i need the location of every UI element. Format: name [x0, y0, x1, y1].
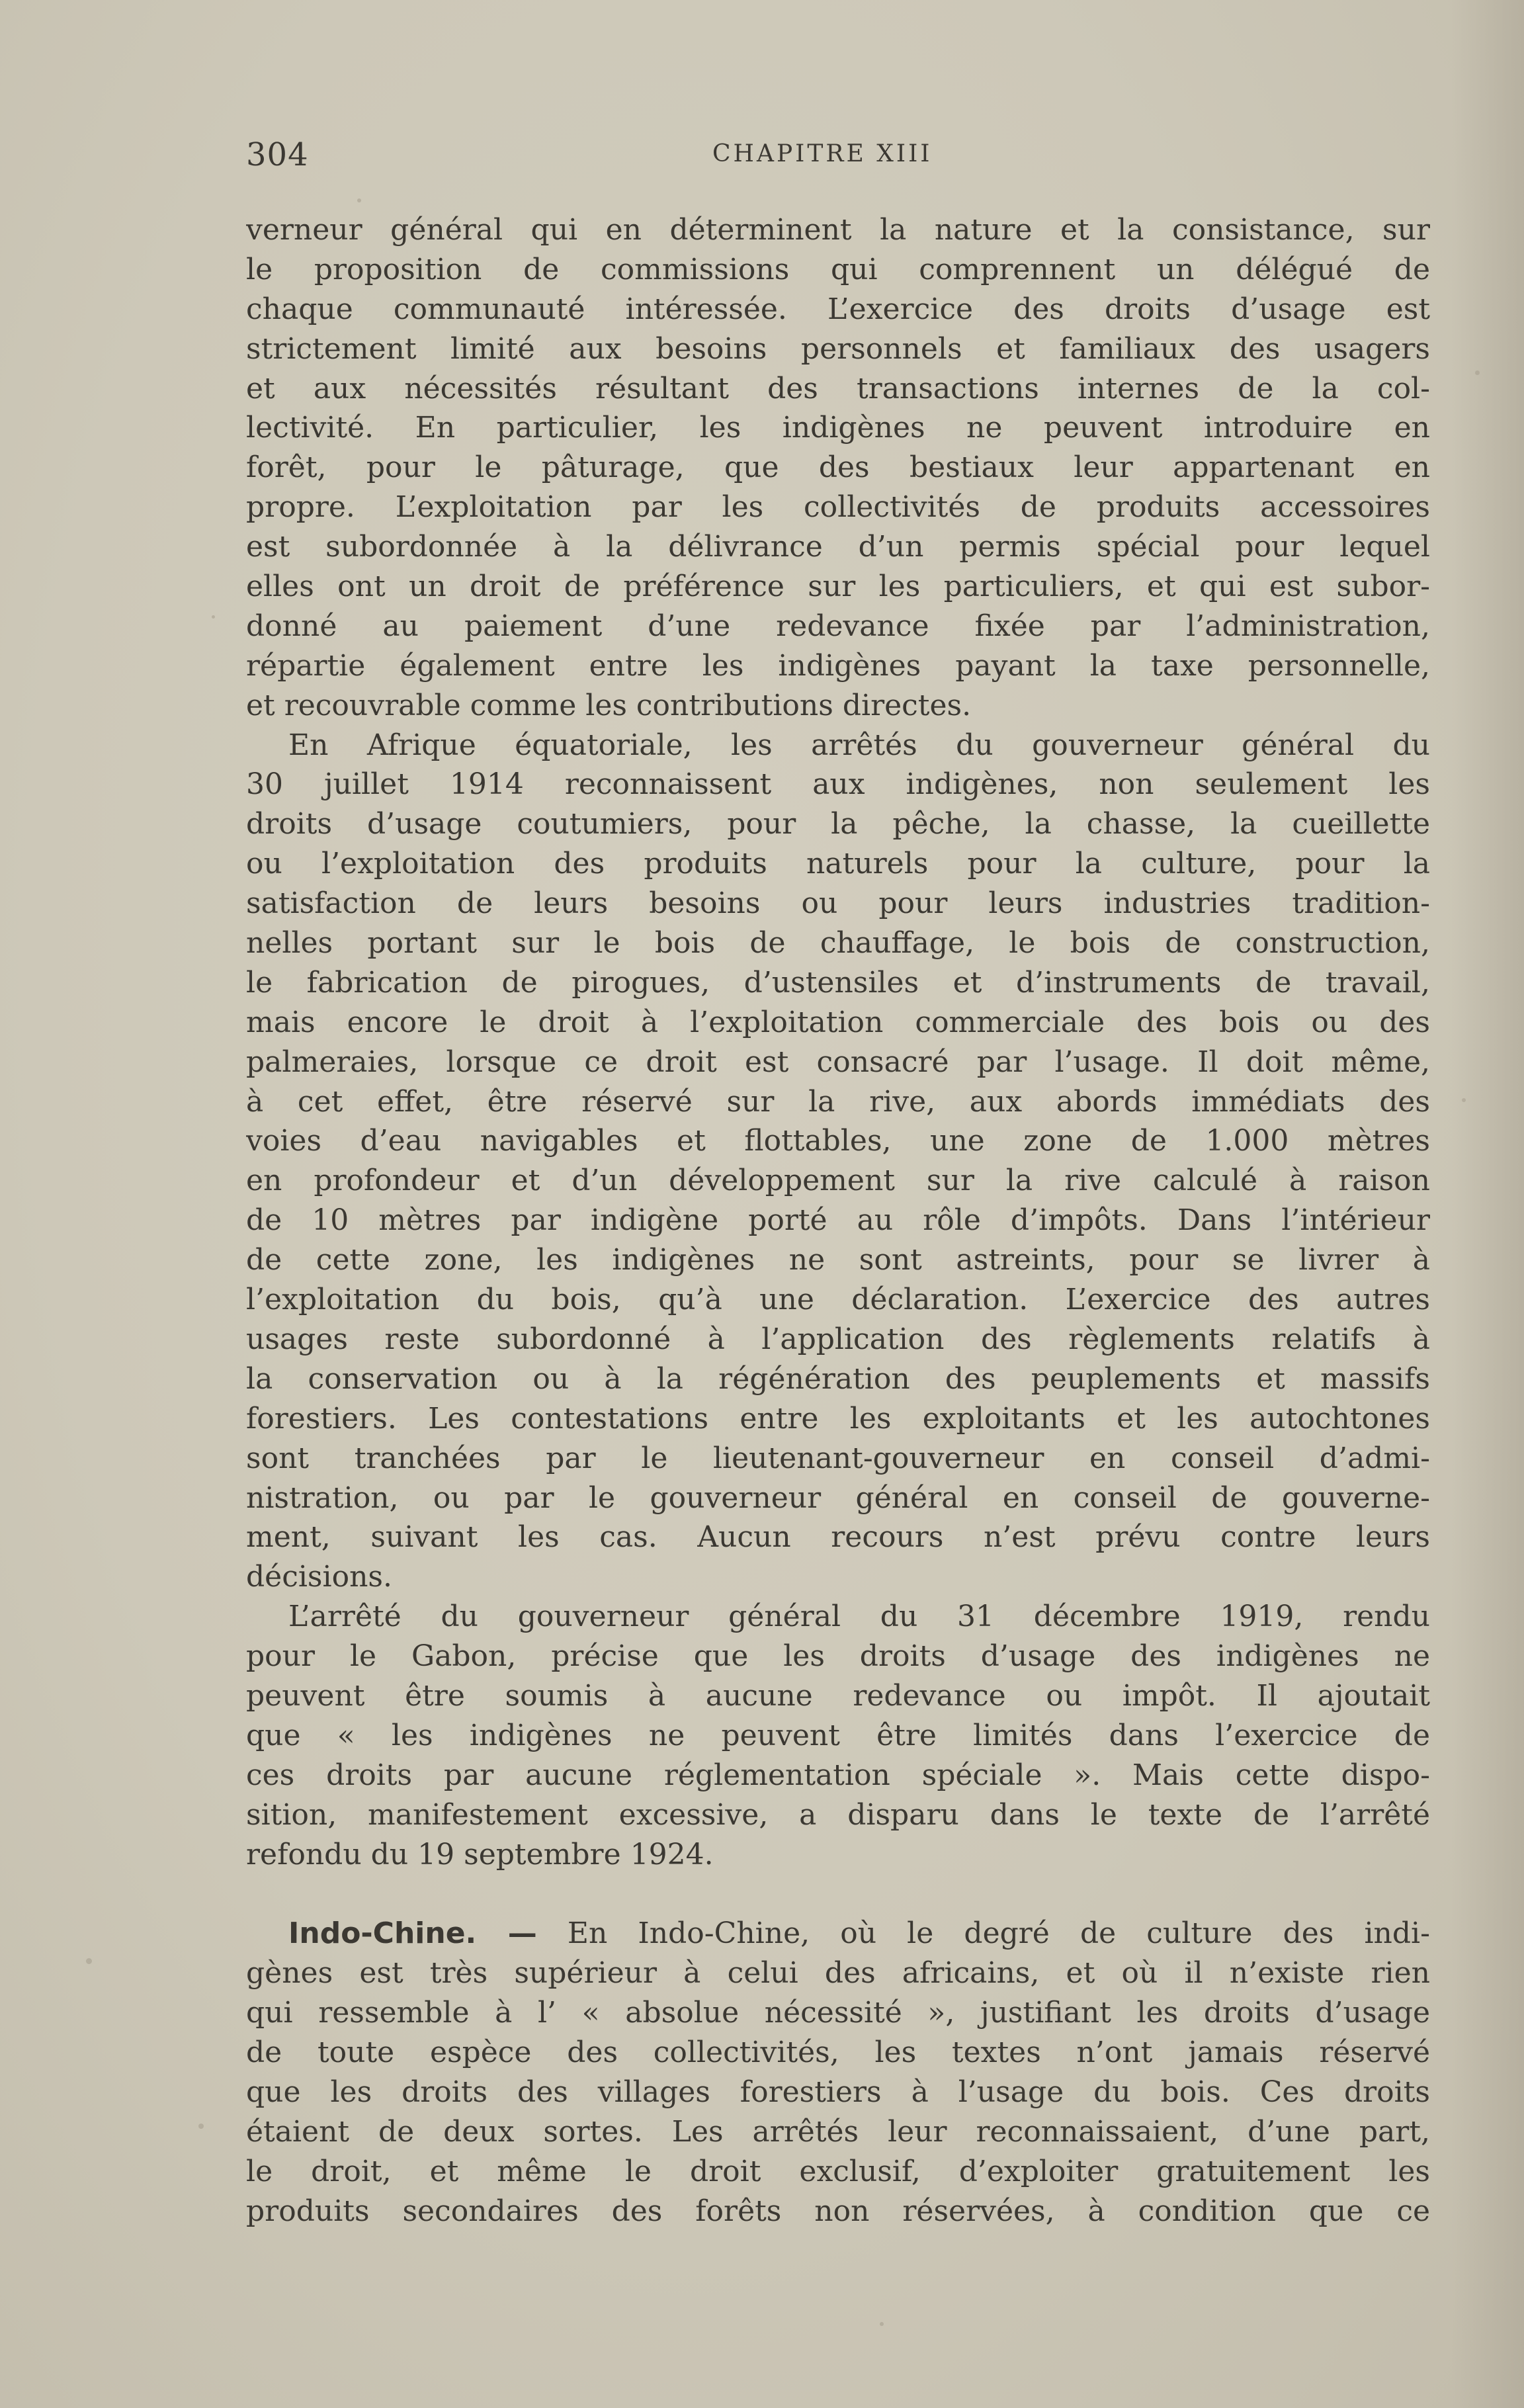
text-line: strictement limité aux besoins personnels et familiaux des usagers [246, 331, 1430, 366]
text-line: 30 juillet 1914 reconnaissent aux indigènes, non seulement les [246, 767, 1430, 802]
section-heading: Indo-Chine. — [288, 1916, 537, 1951]
paper-speck [198, 2124, 204, 2129]
paper-speck [880, 2322, 884, 2326]
text-line: peuvent être soumis à aucune redevance ou impôt. Il ajoutait [246, 1678, 1430, 1713]
paper-speck [212, 615, 215, 619]
text-line: voies d’eau navigables et flottables, une zone de 1.000 mètres [246, 1124, 1430, 1158]
text-line: forêt, pour le pâturage, que des bestiaux leur appartenant en [246, 451, 1430, 485]
text-line: produits secondaires des forêts non réservées, à condition que ce [246, 2194, 1430, 2228]
chapter-title: CHAPITRE XIII [712, 140, 933, 167]
text-line: répartie également entre les indigènes payant la taxe personnelle, [246, 648, 1430, 683]
text-line: pour le Gabon, précise que les droits d’usage des indigènes ne [246, 1639, 1430, 1674]
text-line: sition, manifestement excessive, a disparu dans le texte de l’arrêté [246, 1797, 1430, 1832]
paper-speck [1462, 1098, 1466, 1102]
text-line: nelles portant sur le bois de chauffage, le bois de construction, [246, 926, 1430, 961]
text-line [246, 1914, 1430, 1954]
text-line: étaient de deux sortes. Les arrêtés leur reconnaissaient, d’une part, [246, 2114, 1430, 2149]
text-line: ces droits par aucune réglementation spéciale ». Mais cette dispo- [246, 1758, 1430, 1792]
text-line: L’arrêté du gouverneur général du 31 décembre 1919, rendu [288, 1600, 1430, 1634]
text-line: le droit, et même le droit exclusif, d’exploiter gratuitement les [246, 2154, 1430, 2188]
paper-speck [357, 198, 361, 202]
text-line: en profondeur et d’un développement sur la rive calculé à raison [246, 1164, 1430, 1198]
text-line: refondu du 19 septembre 1924. [246, 1837, 714, 1871]
text-line: que « les indigènes ne peuvent être limités dans l’exercice de [246, 1718, 1430, 1752]
text-line: que les droits des villages forestiers à l’usage du bois. Ces droits [246, 2075, 1430, 2109]
text-line: propre. L’exploitation par les collectivités de produits accessoires [246, 490, 1430, 525]
text-line: à cet effet, être réservé sur la rive, aux abords immédiats des [246, 1084, 1430, 1119]
text-line: de cette zone, les indigènes ne sont astreints, pour se livrer à [246, 1243, 1430, 1277]
text-line: et recouvrable comme les contributions directes. [246, 688, 972, 722]
text-line: verneur général qui en déterminent la nature et la consistance, sur [246, 213, 1430, 247]
text-line: le proposition de commissions qui comprennent un délégué de [246, 252, 1430, 286]
text-line: lectivité. En particulier, les indigènes ne peuvent introduire en [246, 411, 1430, 445]
text-line: palmeraies, lorsque ce droit est consacré par l’usage. Il doit même, [246, 1045, 1430, 1079]
text-line: En Afrique équatoriale, les arrêtés du gouverneur général du [288, 728, 1430, 762]
text-line: chaque communauté intéressée. L’exercice des droits d’usage est [246, 292, 1430, 326]
text-line: gènes est très supérieur à celui des africains, et où il n’existe rien [246, 1956, 1430, 1991]
text-line: satisfaction de leurs besoins ou pour leurs industries tradition- [246, 886, 1430, 921]
paper-speck [86, 1958, 92, 1964]
text-line: et aux nécessités résultant des transactions internes de la col- [246, 371, 1430, 406]
text-line: l’exploitation du bois, qu’à une déclaration. L’exercice des autres [246, 1283, 1430, 1317]
text-line: le fabrication de pirogues, d’ustensiles et d’instruments de travail, [246, 965, 1430, 1000]
body-text [246, 210, 1430, 2231]
paragraph-spacer [246, 1874, 1430, 1914]
text-line: usages reste subordonné à l’application des règlements relatifs à [246, 1322, 1430, 1356]
paper-speck [1475, 370, 1480, 375]
text-line: forestiers. Les contestations entre les exploitants et les autochtones [246, 1401, 1430, 1436]
text-line: décisions. [246, 1560, 392, 1594]
section-lead-text: En Indo-Chine, où le degré de culture des indi- [536, 1916, 1430, 1951]
text-line: mais encore le droit à l’exploitation commerciale des bois ou des [246, 1005, 1430, 1039]
text-line: ou l’exploitation des produits naturels pour la culture, pour la [246, 847, 1430, 881]
text-line: droits d’usage coutumiers, pour la pêche, la chasse, la cueillette [246, 807, 1430, 841]
text-line: la conservation ou à la régénération des peuplements et massifs [246, 1361, 1430, 1396]
text-line: est subordonnée à la délivrance d’un permis spécial pour lequel [246, 530, 1430, 564]
text-line: sont tranchées par le lieutenant-gouverneur en conseil d’admi- [246, 1441, 1430, 1475]
text-line: de toute espèce des collectivités, les textes n’ont jamais réservé [246, 2035, 1430, 2069]
text-line: de 10 mètres par indigène porté au rôle d’impôts. Dans l’intérieur [246, 1203, 1430, 1238]
text-line: qui ressemble à l’ « absolue nécessité », justifiant les droits d’usage [246, 1996, 1430, 2030]
text-line: ment, suivant les cas. Aucun recours n’est prévu contre leurs [246, 1520, 1430, 1555]
text-line: donné au paiement d’une redevance fixée par l’administration, [246, 609, 1430, 643]
text-line: elles ont un droit de préférence sur les particuliers, et qui est subor- [246, 570, 1430, 604]
running-header [246, 136, 1430, 176]
page-number: 304 [246, 136, 309, 173]
text-line: nistration, ou par le gouverneur général en conseil de gouverne- [246, 1481, 1430, 1515]
